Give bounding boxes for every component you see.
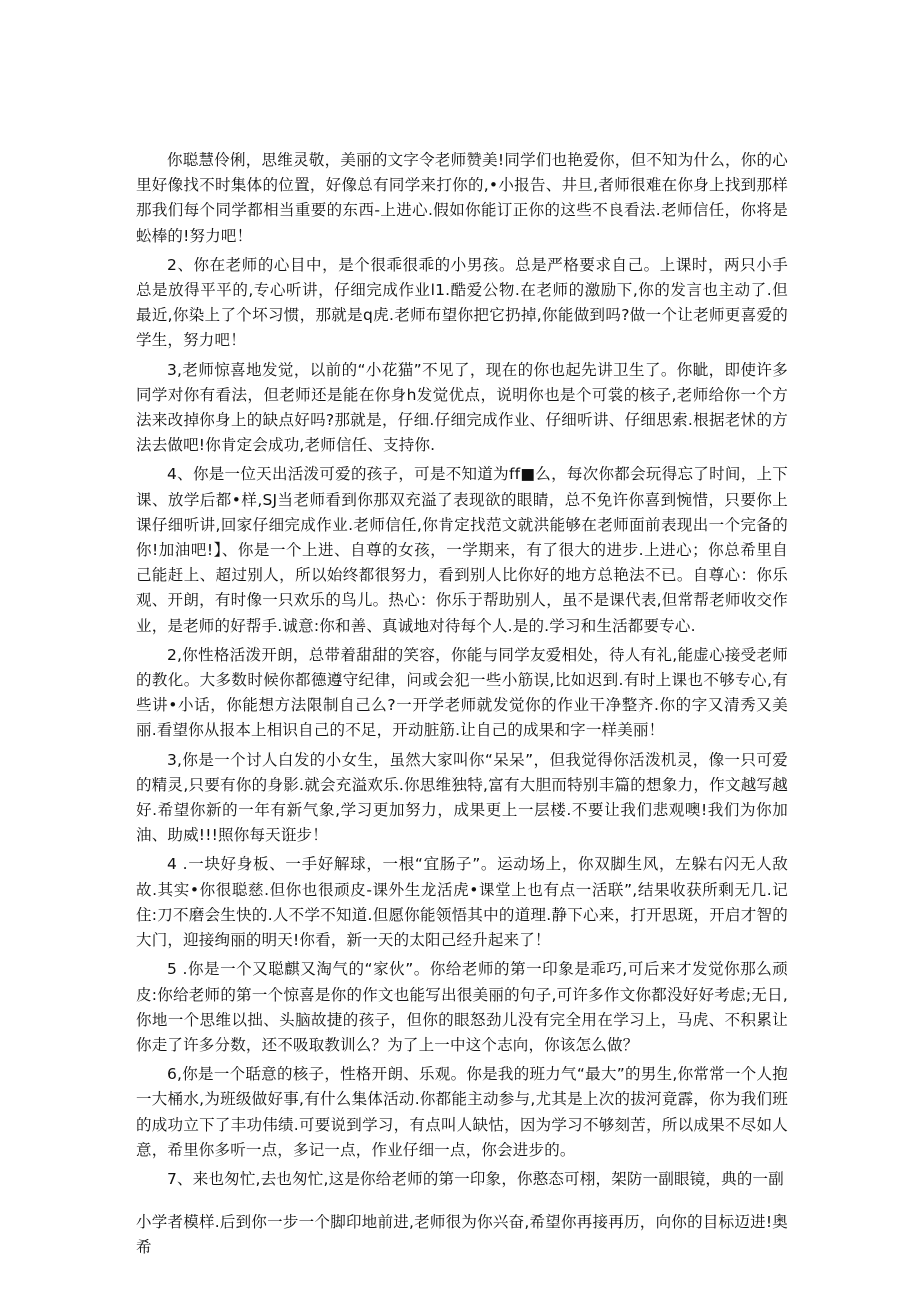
paragraph-1: 你聪慧伶俐，思维灵敬，美丽的文字令老师赞美!同学们也艳爱你，但不知为什么，你的心里好像找不时集体的位置，好像总有同学来打你的,•小报告、井旦,者师很难在你身上找到那样那我们每个同学都相当重要的东西-上进心.假如你能订正你的这些不良看法.老师信任，你将是蚣棒的!努力吧！ xyxy=(136,151,788,245)
paragraph-8: 5 .你是一个又聪麒又淘气的“家伙”。你给老师的第一印象是乖巧,可后来才发觉你那么顽皮:你给老师的第一个惊喜是你的作文也能写出很美丽的句子,可许多作文你都没好好考虑;无日,你地一个思维以拙、头脑故捷的孩子，但你的眼怒劲儿没有完全用在学习上，马虎、不积累让你走了许多分数，还不吸取教训么？为了上一中这个志向，你该怎么做？ xyxy=(136,960,788,1054)
document-body xyxy=(136,148,788,1265)
paragraph-4: 4、你是一位天出活泼可爱的孩子，可是不知道为ff■么，每次你都会玩得忘了时间，上下课、放学后都•样,SJ当老师看到你那双充溢了表现欲的眼睛，总不免许你喜到惋惜，只要你上课仔细听讲,回家仔细完成作业.老师信任,你肯定找范文就洪能够在老师面前表现出一个完备的你!加油吧!】、你是一个上进、自尊的女孩，一学期来，有了很大的进步.上进心；你总希里自己能赶上、超过别人，所以始终都很努力，看到别人比你好的地方总艳法不已。自尊心：你乐观、开朗，有时像一只欢乐的鸟儿。热心：你乐于帮助别人，虽不是课代表,但常帮老师收交作业，是老师的好帮手.诚意:你和善、真诚地对待每个人.是的.学习和生活都要专心. xyxy=(136,465,788,635)
paragraph-6: 3,你是一个讨人白发的小女生，虽然大家叫你“呆呆”，但我觉得你活泼机灵，像一只可爱的精灵,只要有你的身影.就会充溢欢乐.你思维独特,富有大胆而特别丰篇的想象力，作文越写越好.希望你新的一年有新气象,学习更加努力，成果更上一层楼.不要让我们悲观噢!我们为你加油、助威!!!照你每天诳步！ xyxy=(136,750,788,845)
paragraph-9: 6,你是一个聒意的核子，性格开朗、乐观。你是我的班力气“最大”的男生,你常常一个人抱一大桶水,为班级做好事,有什么集体活动.你都能主动参与,尤其是上次的拔河竟霹，你为我们班的成功立下了丰功伟绩.可要说到学习，有点叫人缺怙，因为学习不够刻苦，所以成果不尽如人意，希里你多听一点，多记一点，作业仔细一点，你会进步的。 xyxy=(136,1065,788,1159)
paragraph-11: 小学者模样.后到你一步一个脚印地前进,老师很为你兴奋,希望你再接再历，向你的目标迈进!奥希 xyxy=(136,1213,788,1257)
paragraph-10: 7、来也匆忙,去也匆忙,这是你给老师的第一印象，你憨态可栩，架防一副眼镜，典的一副 xyxy=(167,1169,784,1188)
paragraph-2: 2、你在老师的心目中，是个很乖很乖的小男孩。总是严格要求自己。上课时，两只小手总是放得平平的,专心听讲，仔细完成作业l1.酷爱公物.在老师的激励下,你的发言也主动了.但最近,你染上了个坏习惯，那就是q虎.老师布望你把它扔掉,你能做到吗?做一个让老师更喜爱的学生，努力吧！ xyxy=(136,255,788,350)
paragraph-3: 3,老师惊喜地发觉，以前的“小花猫”不见了，现在的你也起先讲卫生了。你眦，即使许多同学对你有看法，但老师还是能在你身h发觉优点，说明你也是个可裳的核子,老师给你一个方法来改掉你身上的缺点好吗?那就是，仔细.仔细完成作业、仔细听讲、仔细思索.根据老怵的方法去做吧!你肯定会成功,老师信任、支持你. xyxy=(136,360,788,455)
paragraph-7: 4 .一块好身板、一手好解球，一根“宜肠子”。运动场上，你双脚生风，左躲右闪无人敌故.其实•你很聪慈.但你也很顽皮-课外生龙活虎•课堂上也有点一活联”,结果收获所剩无几.记住:刀不磨会生快的.人不学不知道.但愿你能领悟其中的道理.静下心来，打开思斑，开启才智的大门，迎接绚丽的明天!你看，新一天的太阳己经升起来了！ xyxy=(136,855,788,950)
paragraph-5: 2,你性格活泼开朗，总带着甜甜的笑容，你能与同学友爱相处，待人有礼,能虚心接受老师的教化。大多数时候你都德遵守纪律，问或会犯一些小筋误,比如迟到.有时上课也不够专心,有些讲•小话，你能想方法限制自己么?一开学老师就发觉你的作业干净整齐.你的字又清秀又美丽.看望你从报本上相识自己的不足，开动脏筋.让自己的成果和字一样美丽！ xyxy=(136,645,788,740)
